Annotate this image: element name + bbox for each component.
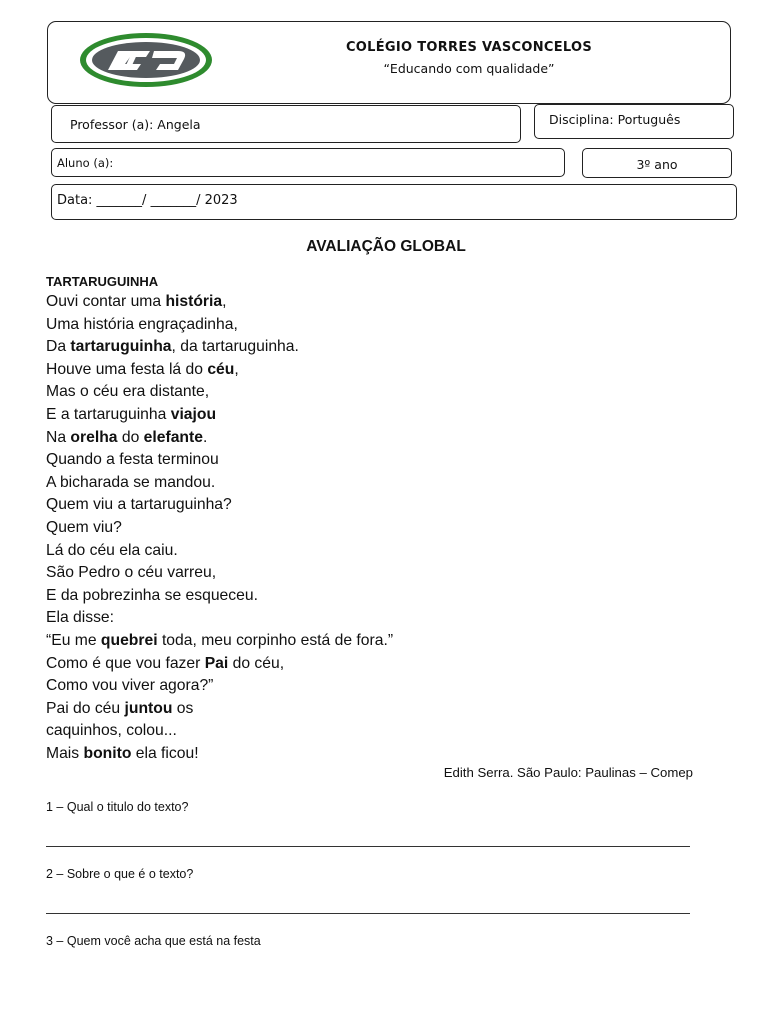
- question-3: 3 – Quem você acha que está na festa: [46, 934, 261, 948]
- subject-field[interactable]: [534, 104, 734, 139]
- poem-line: [46, 540, 393, 563]
- poem-segment: Quando a festa terminou: [46, 451, 219, 469]
- poem-segment: do céu,: [228, 654, 285, 672]
- poem-segment: ela ficou!: [131, 744, 199, 762]
- poem-segment: Uma história engraçadinha,: [46, 315, 238, 333]
- poem-segment: Como é que vou fazer: [46, 654, 205, 672]
- poem-segment: os: [172, 699, 194, 717]
- poem-bold-word: céu: [207, 360, 235, 378]
- poem-bold-word: juntou: [124, 699, 173, 717]
- poem-line: [46, 314, 393, 337]
- poem-segment: Da: [46, 338, 71, 356]
- subject-label: Disciplina: Português: [549, 112, 681, 127]
- grade-label: 3º ano: [636, 157, 678, 172]
- poem-segment: E da pobrezinha se esqueceu.: [46, 586, 258, 604]
- poem-line: [46, 404, 393, 427]
- exam-title: AVALIAÇÃO GLOBAL: [306, 238, 466, 255]
- poem-segment: Quem viu?: [46, 518, 122, 536]
- poem-line: [46, 607, 393, 630]
- poem-line: [46, 359, 393, 382]
- poem-line: [46, 427, 393, 450]
- poem-line: [46, 720, 393, 743]
- poem-line: [46, 494, 393, 517]
- poem-bold-word: orelha: [70, 428, 118, 446]
- poem-segment: toda, meu corpinho está de fora.”: [157, 631, 394, 649]
- poem-line: [46, 653, 393, 676]
- poem-line: [46, 743, 393, 766]
- school-motto: “Educando com qualidade”: [383, 61, 555, 76]
- poem-segment: .: [202, 428, 208, 446]
- header-box: [47, 21, 731, 104]
- poem-line: [46, 381, 393, 404]
- poem-segment: Pai do céu: [46, 699, 125, 717]
- poem-line: [46, 472, 393, 495]
- poem-segment: Lá do céu ela caiu.: [46, 541, 178, 559]
- grade-field[interactable]: [582, 148, 732, 178]
- poem-segment: Quem viu a tartaruguinha?: [46, 496, 232, 514]
- poem-segment: Como vou viver agora?”: [46, 677, 214, 695]
- poem-segment: Na: [46, 428, 71, 446]
- answer-line-1[interactable]: [46, 846, 690, 847]
- poem-line: [46, 336, 393, 359]
- poem-segment: São Pedro o céu varreu,: [46, 564, 217, 582]
- poem-bold-word: elefante: [143, 428, 203, 446]
- poem-line: [46, 698, 393, 721]
- poem-bold-word: viajou: [170, 405, 217, 423]
- poem-segment: E a tartaruguinha: [46, 405, 171, 423]
- poem-bold-word: quebrei: [100, 631, 158, 649]
- teacher-field[interactable]: [51, 105, 521, 143]
- poem-segment: Ouvi contar uma: [46, 293, 166, 310]
- poem-line: [46, 562, 393, 585]
- answer-line-2[interactable]: [46, 913, 690, 914]
- poem-bold-word: tartaruguinha: [70, 338, 172, 356]
- poem-line: [46, 517, 393, 540]
- poem-segment: ,: [234, 360, 239, 378]
- poem-bold-word: Pai: [204, 654, 229, 672]
- student-label: Aluno (a):: [57, 156, 114, 170]
- poem-line: [46, 630, 393, 653]
- date-label: Data: _______/ _______/ 2023: [57, 193, 238, 208]
- question-2: 2 – Sobre o que é o texto?: [46, 867, 194, 881]
- question-1: 1 – Qual o titulo do texto?: [46, 800, 189, 814]
- poem-bold-word: história: [165, 293, 223, 310]
- poem-text: [46, 291, 393, 765]
- poem-segment: do: [117, 428, 144, 446]
- poem-line: [46, 675, 393, 698]
- student-field[interactable]: [51, 148, 565, 177]
- date-field[interactable]: [51, 184, 737, 220]
- poem-credit: Edith Serra. São Paulo: Paulinas – Comep: [443, 765, 693, 780]
- poem-segment: Houve uma festa lá do: [46, 360, 208, 378]
- poem-segment: ,: [222, 293, 227, 310]
- poem-segment: “Eu me: [46, 631, 101, 649]
- teacher-label: Professor (a): Angela: [70, 117, 201, 132]
- poem-segment: , da tartaruguinha.: [171, 338, 299, 356]
- poem-segment: A bicharada se mandou.: [46, 473, 216, 491]
- poem-segment: Mais: [46, 744, 84, 762]
- poem-bold-word: bonito: [83, 744, 132, 762]
- poem-line: [46, 291, 393, 314]
- poem-title: TARTARUGUINHA: [46, 274, 159, 289]
- poem-segment: caquinhos, colou...: [46, 722, 177, 740]
- poem-line: [46, 585, 393, 608]
- poem-segment: Ela disse:: [46, 609, 115, 627]
- poem-segment: Mas o céu era distante,: [46, 383, 210, 401]
- poem-line: [46, 449, 393, 472]
- school-name: COLÉGIO TORRES VASCONCELOS: [345, 40, 593, 55]
